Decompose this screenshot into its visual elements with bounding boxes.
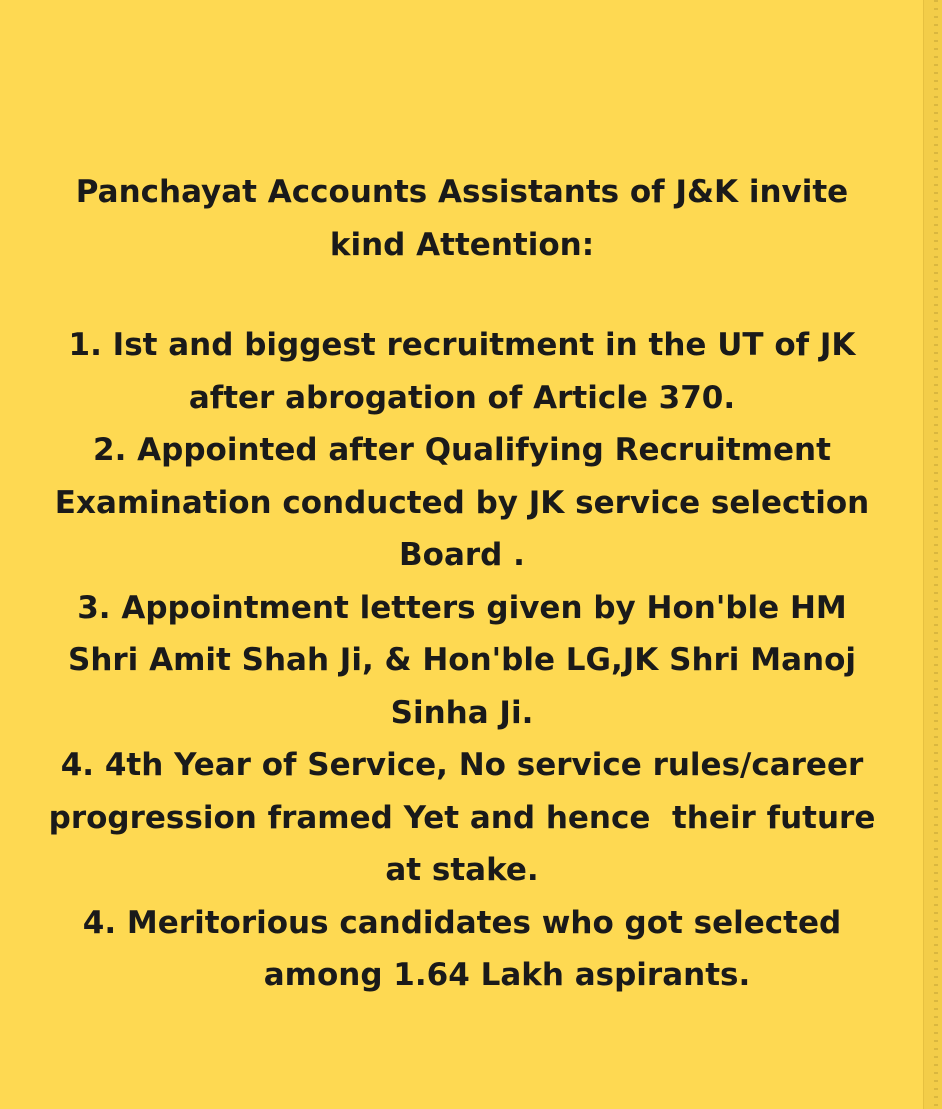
heading-line-2: kind Attention: bbox=[329, 227, 595, 263]
point-item bbox=[0, 897, 924, 1002]
point-3-line-2: Shri Amit Shah Ji, & Hon'ble LG,JK Shri Manoj bbox=[68, 642, 856, 678]
heading-line-1: Panchayat Accounts Assistants of J&K invite bbox=[75, 174, 849, 210]
point-2-line-2: Examination conducted by JK service selection bbox=[54, 484, 870, 521]
point-item bbox=[0, 319, 924, 424]
point-1-line-1: 1. Ist and biggest recruitment in the UT of JK bbox=[68, 327, 856, 363]
point-item bbox=[0, 582, 924, 740]
point-1-line-2: after abrogation of Article 370. bbox=[188, 379, 736, 416]
point-5-line-1: 4. Meritorious candidates who got selected bbox=[82, 904, 842, 941]
point-4-line-2: progression framed Yet and hence their future bbox=[48, 799, 876, 836]
point-2-line-1: 2. Appointed after Qualifying Recruitment bbox=[93, 432, 831, 468]
point-5-line-2: among 1.64 Lakh aspirants. bbox=[263, 957, 751, 993]
points-list bbox=[0, 319, 924, 1002]
point-3-line-3: Sinha Ji. bbox=[390, 694, 534, 731]
point-4-line-1: 4. 4th Year of Service, No service rules/career bbox=[60, 747, 864, 783]
point-item bbox=[0, 739, 924, 897]
point-item bbox=[0, 424, 924, 582]
point-3-line-1: 3. Appointment letters given by Hon'ble HM bbox=[77, 589, 847, 626]
edge-dotted-line bbox=[934, 0, 938, 1109]
page-edge-strip bbox=[923, 0, 942, 1109]
notice-heading bbox=[0, 166, 924, 272]
point-4-line-3: at stake. bbox=[385, 852, 539, 888]
point-2-line-3: Board . bbox=[399, 537, 525, 573]
